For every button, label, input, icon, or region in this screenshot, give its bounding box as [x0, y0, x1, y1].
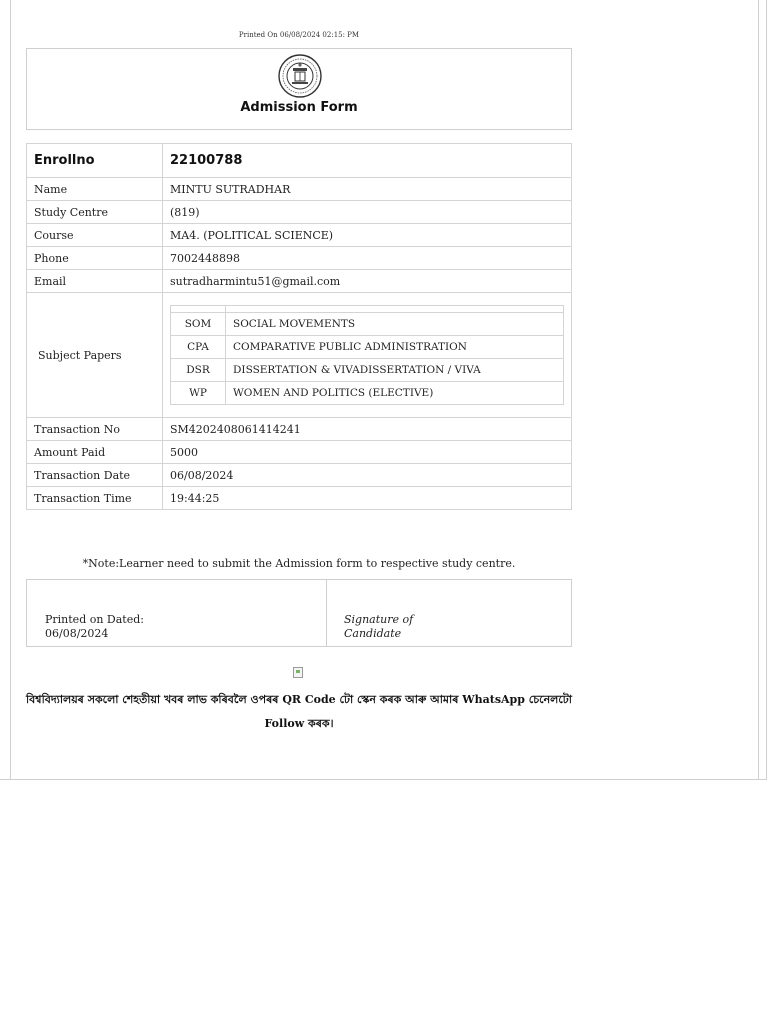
paper-row — [171, 313, 564, 336]
field-value: SM4202408061414241 — [163, 418, 572, 441]
course-row — [27, 224, 572, 247]
paper-row — [171, 336, 564, 359]
notice-line-2: Follow কৰক। — [264, 717, 334, 730]
transaction-date-row — [27, 464, 572, 487]
subject-papers-label: Subject Papers — [27, 293, 163, 418]
qr-code-broken-image-icon — [293, 667, 303, 678]
printed-on-dated-label: Printed on Dated: — [45, 613, 144, 626]
paper-code: DSR — [171, 359, 226, 382]
papers-header-row — [171, 306, 564, 313]
paper-name: SOCIAL MOVEMENTS — [226, 313, 564, 336]
field-value: 06/08/2024 — [163, 464, 572, 487]
notice-line-1: বিশ্ববিদ্যালয়ৰ সকলো শেহতীয়া খবৰ লাভ কৰিবলৈ ওপৰৰ QR Code টো স্কেন কৰক আৰু আমাৰ WhatsApp চেনেলটো — [26, 693, 572, 706]
signature-line-2: Candidate — [344, 627, 402, 640]
field-label: Transaction Time — [27, 487, 163, 510]
university-emblem-icon — [278, 54, 322, 98]
subject-papers-table — [170, 305, 564, 405]
field-value: sutradharmintu51@gmail.com — [163, 270, 572, 293]
field-value: 7002448898 — [163, 247, 572, 270]
paper-row — [171, 382, 564, 405]
phone-row — [27, 247, 572, 270]
field-value: MA4. (POLITICAL SCIENCE) — [163, 224, 572, 247]
amount-paid-row — [27, 441, 572, 464]
field-label: Transaction No — [27, 418, 163, 441]
admission-details-table — [26, 143, 572, 510]
candidate-signature — [344, 613, 413, 641]
field-label: Amount Paid — [27, 441, 163, 464]
paper-name: WOMEN AND POLITICS (ELECTIVE) — [226, 382, 564, 405]
subject-papers-cell — [163, 293, 572, 418]
enrollno-row — [27, 144, 572, 178]
whatsapp-channel-notice — [26, 688, 572, 736]
paper-row — [171, 359, 564, 382]
signature-box — [26, 579, 572, 647]
field-label: Name — [27, 178, 163, 201]
field-label: Phone — [27, 247, 163, 270]
printed-on-dated-value: 06/08/2024 — [45, 627, 109, 640]
form-title: Admission Form — [240, 100, 358, 115]
field-label: Study Centre — [27, 201, 163, 224]
field-value: 5000 — [163, 441, 572, 464]
form-header — [26, 48, 572, 130]
subject-papers-row — [27, 293, 572, 418]
field-label: Email — [27, 270, 163, 293]
paper-name: COMPARATIVE PUBLIC ADMINISTRATION — [226, 336, 564, 359]
email-row — [27, 270, 572, 293]
paper-code: CPA — [171, 336, 226, 359]
name-row — [27, 178, 572, 201]
study-centre-row — [27, 201, 572, 224]
paper-code: WP — [171, 382, 226, 405]
field-value: (819) — [163, 201, 572, 224]
field-label: Transaction Date — [27, 464, 163, 487]
field-label: Course — [27, 224, 163, 247]
field-value: MINTU SUTRADHAR — [163, 178, 572, 201]
signature-line-1: Signature of — [344, 613, 414, 626]
enrollno-value: 22100788 — [163, 144, 572, 178]
signature-divider — [326, 580, 327, 646]
field-value: 19:44:25 — [163, 487, 572, 510]
printed-on-timestamp: Printed On 06/08/2024 02:15: PM — [238, 31, 360, 39]
enrollno-label: Enrollno — [27, 144, 163, 178]
paper-name: DISSERTATION & VIVADISSERTATION / VIVA — [226, 359, 564, 382]
transaction-time-row — [27, 487, 572, 510]
submission-note: *Note:Learner need to submit the Admission form to respective study centre. — [82, 557, 516, 570]
printed-on-dated — [45, 613, 144, 641]
transaction-no-row — [27, 418, 572, 441]
paper-code: SOM — [171, 313, 226, 336]
